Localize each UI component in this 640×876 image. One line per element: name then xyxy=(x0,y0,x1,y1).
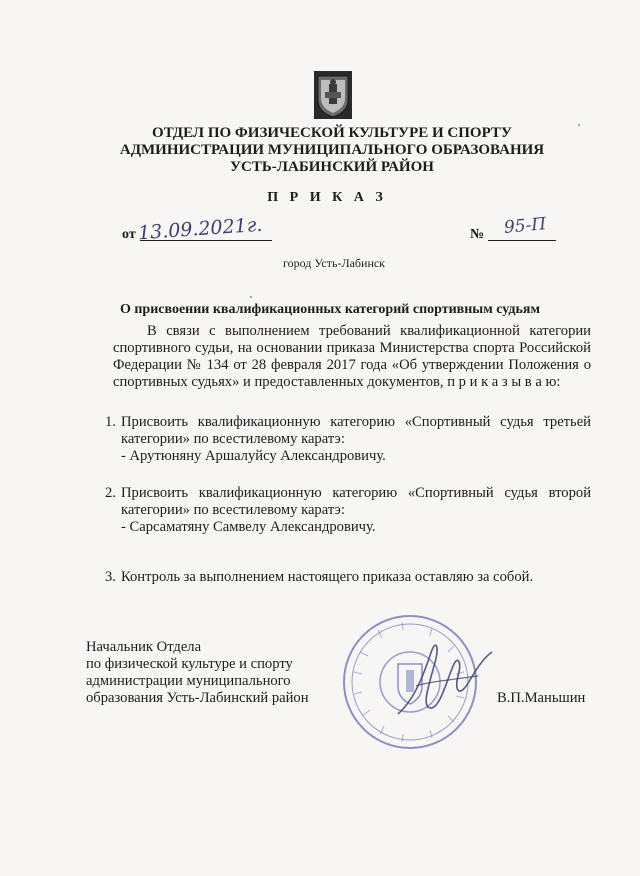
city: город Усть-Лабинск xyxy=(282,256,386,270)
document-type: П Р И К А З xyxy=(267,190,387,205)
header-line-3: УСТЬ-ЛАБИНСКИЙ РАЙОН xyxy=(230,159,434,175)
number-label: № xyxy=(470,227,485,242)
list-item-number: 3. xyxy=(105,569,116,585)
document-subject: О присвоении квалификационных категорий спортивным судьям xyxy=(119,302,541,317)
scan-speck xyxy=(250,296,252,298)
list-item-text: Присвоить квалификационную категорию «Спортивный судья третьей категории» по всестилевому каратэ: xyxy=(121,414,591,447)
list-item-person: - Сарсаматяну Самвелу Александровичу. xyxy=(121,519,376,535)
signer-title-line-2: по физической культуре и спорту xyxy=(86,656,293,672)
number-value: 95-П xyxy=(503,214,547,238)
signer-title-line-1: Начальник Отдела xyxy=(86,639,202,655)
list-item-text: Присвоить квалификационную категорию «Спортивный судья второй категории» по всестилевому каратэ: xyxy=(121,485,591,518)
date-value: 13.09.2021г. xyxy=(137,213,264,245)
scan-speck xyxy=(578,124,580,126)
date-label: от xyxy=(122,227,136,242)
list-item-text: Контроль за выполнением настоящего приказа оставляю за собой. xyxy=(121,569,534,585)
intro-paragraph: В связи с выполнением требований квалификационной категории спортивного судьи, на основании приказа Министерства спорта Российской Федерации № 134 от 28 февраля 2017 года «Об утверждении Положения о спортивных судьях» и предоставленных документов, п р и к а з ы в а ю: xyxy=(113,323,591,390)
signer-title-line-3: администрации муниципального xyxy=(86,673,291,689)
number-underline xyxy=(488,240,556,241)
list-item-number: 2. xyxy=(105,485,116,501)
list-item xyxy=(105,414,591,465)
signature-block xyxy=(86,639,309,707)
header-line-2: АДМИНИСТРАЦИИ МУНИЦИПАЛЬНОГО ОБРАЗОВАНИЯ xyxy=(119,142,545,158)
list-item-number: 1. xyxy=(105,414,116,430)
header-line-1: ОТДЕЛ ПО ФИЗИЧЕСКОЙ КУЛЬТУРЕ И СПОРТУ xyxy=(152,125,512,141)
handwritten-signature-icon xyxy=(388,636,498,726)
signer-name: В.П.Маньшин xyxy=(497,690,586,706)
list-item xyxy=(105,569,591,586)
coat-of-arms-icon xyxy=(313,70,353,120)
list-item xyxy=(105,485,591,536)
list-item-person: - Арутюняну Аршалуйсу Александровичу. xyxy=(121,448,386,464)
signer-title-line-4: образования Усть-Лабинский район xyxy=(86,690,309,706)
